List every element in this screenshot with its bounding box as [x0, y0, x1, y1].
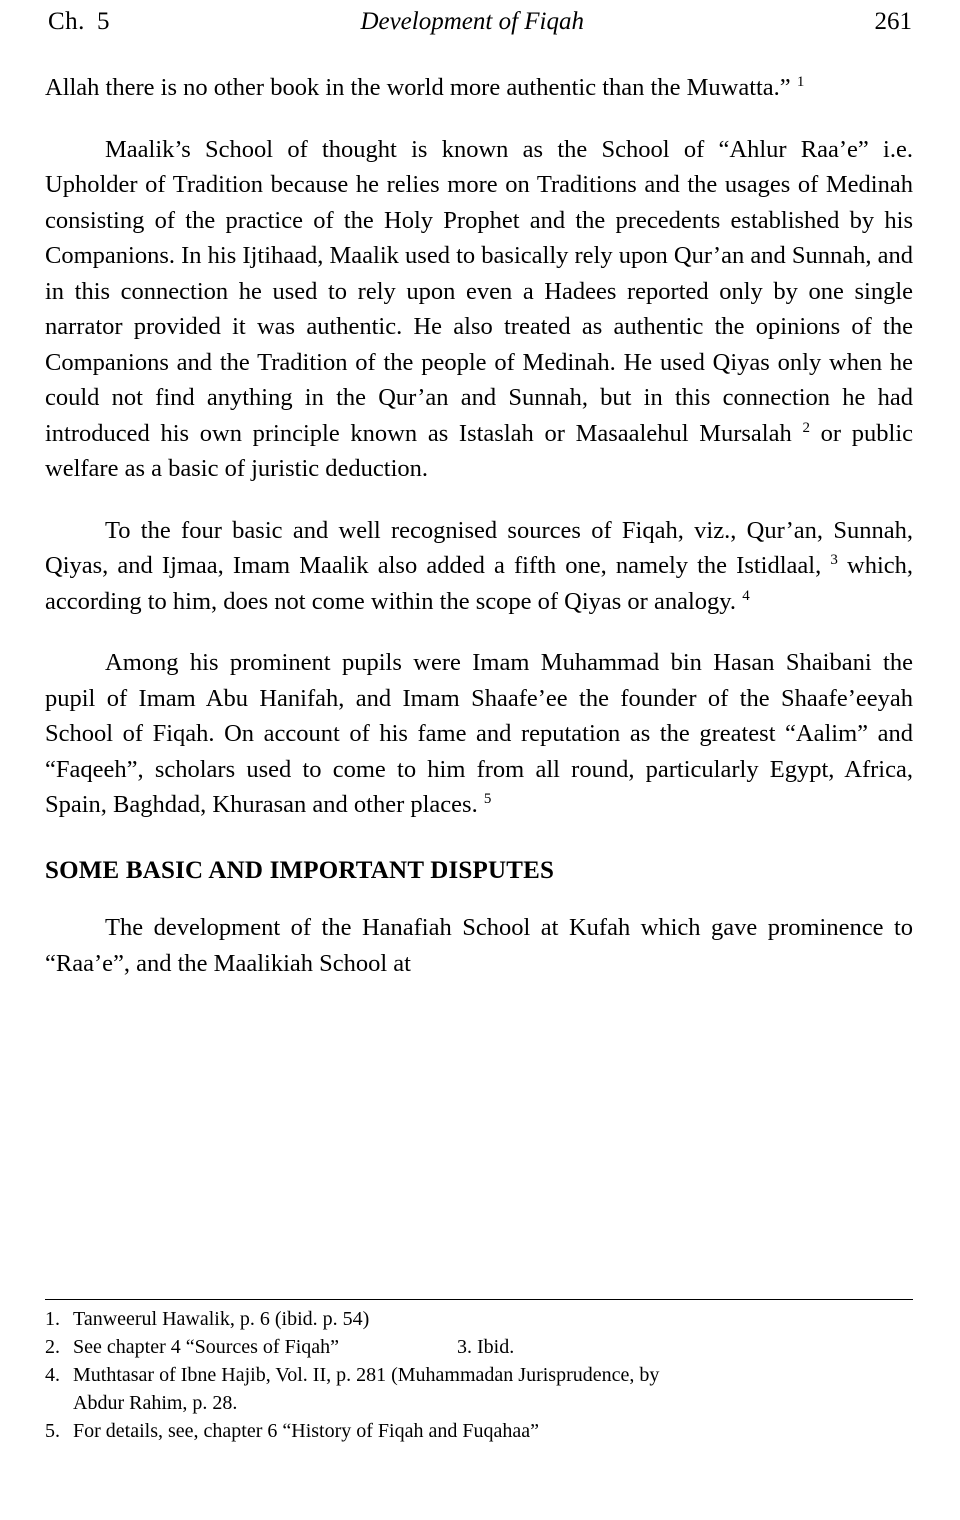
- footnote-marker-3: 3.: [457, 1336, 473, 1358]
- paragraph-2-connector: or: [820, 419, 842, 447]
- paragraph-3: [45, 513, 913, 620]
- paragraph-1-text: Allah there is no other book in the world more authentic than the Muwatta.”: [45, 74, 791, 101]
- footnote-item: [45, 1361, 913, 1417]
- footnote-ref-4: 4: [742, 587, 750, 604]
- footnote-marker: 5.: [45, 1420, 60, 1442]
- paragraph-2-text: Maalik’s School of thought is known as the School of “Ahlur Raa’e” i.e. Upholder of Tradition because he relies more on Traditions and the usages of Medinah consisting of the practice of the Holy Prophet and the precedents established by his Companions. In his Ijtihaad, Maalik used to basically rely upon Qur’an and Sunnah, and in this connection he used to rely upon even a Hadees reported only by one single narrator provided it was authentic. He also treated as authentic the opinions of the Companions and the Tradition of the people of Medinah. He used Qiyas only when he could not find anything in the Qur’an and Sunnah, but in this connection he had introduced his own principle known as Istaslah or Masaalehul Mursalah: [45, 135, 913, 447]
- paragraph-4: [45, 645, 913, 823]
- running-title: Development of Fiqah: [360, 8, 584, 35]
- chapter-label: Ch.: [48, 8, 85, 35]
- paragraph-3-text: To the four basic and well recognised sources of Fiqah, viz., Qur’an, Sunnah, Qiyas, and Ijmaa, Imam Maalik also added a fifth one, namely the Istidlaal,: [45, 516, 913, 579]
- footnote-text: [73, 1361, 913, 1417]
- paragraph-1: [45, 70, 913, 106]
- footnote-ref-5: 5: [483, 790, 492, 807]
- chapter-indicator: [48, 8, 110, 36]
- page-number: 261: [874, 8, 912, 35]
- footnote-divider: [45, 1299, 913, 1300]
- page-header: [48, 8, 912, 36]
- footnote-marker: 2.: [45, 1336, 60, 1358]
- footnote-text-2: See chapter 4 “Sources of Fiqah”: [73, 1336, 340, 1358]
- footnote-ref-2: 2: [802, 419, 810, 436]
- footnote-text-4-cont: Abdur Rahim, p. 28.: [73, 1392, 238, 1414]
- footnote-ref-3: 3: [830, 551, 838, 568]
- paragraph-2: [45, 132, 913, 487]
- footnote-ref-1: 1: [796, 73, 805, 90]
- footnote-item: [45, 1333, 913, 1361]
- body-text: [45, 70, 913, 981]
- chapter-number: 5: [96, 8, 110, 35]
- paragraph-5: The development of the Hanafiah School at Kufah which gave prominence to “Raa’e”, and the Maalikiah School at: [45, 914, 913, 977]
- paragraph-3-tail: which, according to him, does not come within the scope of Qiyas or analogy.: [45, 552, 914, 615]
- paragraph-4-text: Among his prominent pupils were Imam Muhammad bin Hasan Shaibani the pupil of Imam Abu Hanifah, and Imam Shaafe’ee the founder of the Shaafe’eeyah School of Fiqah. On account of his fame and reputation as the greatest “Aalim” and “Faqeeh”, scholars used to come to him from all round, particularly Egypt, Africa, Spain, Baghdad, Khurasan and other places.: [45, 649, 913, 818]
- footnote-text-3: Ibid.: [477, 1336, 515, 1358]
- footnote-text: Tanweerul Hawalik, p. 6 (ibid. p. 54): [73, 1308, 370, 1330]
- footnote-text: [73, 1333, 913, 1361]
- section-heading: SOME BASIC AND IMPORTANT DISPUTES: [45, 856, 555, 884]
- footnote-marker: 4.: [45, 1364, 60, 1386]
- footnote-marker: 1.: [45, 1308, 60, 1330]
- footnote-text-4: Muthtasar of Ibne Hajib, Vol. II, p. 281 (Muhammadan Jurisprudence, by: [73, 1364, 660, 1386]
- paragraph-2-tail: public welfare as a basic of juristic deduction.: [45, 419, 914, 482]
- footnote-item: [45, 1417, 913, 1445]
- footnote-item: [45, 1305, 913, 1333]
- footnote-text: For details, see, chapter 6 “History of Fiqah and Fuqahaa”: [73, 1420, 539, 1442]
- footnotes: [45, 1305, 913, 1445]
